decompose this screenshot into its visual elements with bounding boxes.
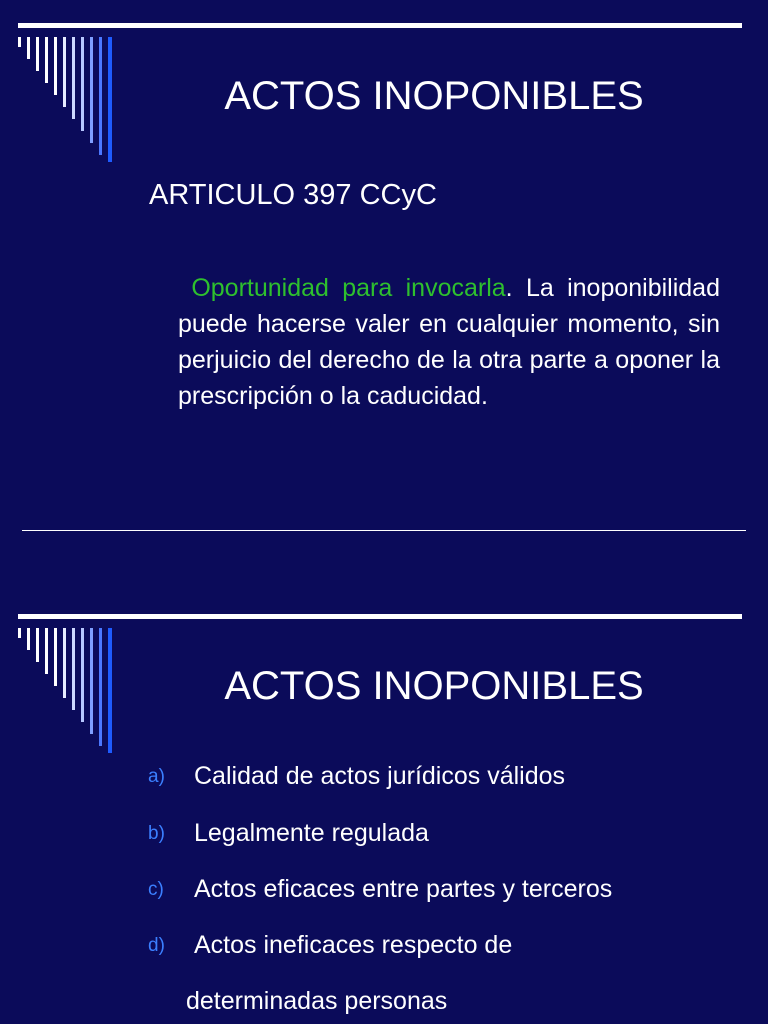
list-marker: d) [148,935,165,956]
list-item-text: Actos ineficaces respecto de [194,931,513,959]
slide-2 [0,590,768,1024]
list-marker: b) [148,823,165,844]
list-marker: a) [148,766,165,787]
article-lead-punct: . [505,274,513,302]
list-item [0,817,768,857]
list-item-text: Legalmente regulada [194,819,429,847]
article-reference: ARTICULO 397 CCyC [149,179,437,211]
list-item-text: Calidad de actos jurídicos válidos [194,762,566,790]
slide-title: ACTOS INOPONIBLES [224,74,644,118]
top-rule [18,23,742,28]
list-item-continuation: determinadas personas [186,987,448,1015]
list-item [0,873,768,913]
list-item-text: Actos eficaces entre partes y terceros [194,875,613,903]
article-lead-highlight: Oportunidad para invocarla [191,274,506,302]
slide-divider [22,530,746,531]
article-text [178,270,720,414]
top-rule [18,614,742,619]
list-item [0,760,768,800]
slide-title: ACTOS INOPONIBLES [224,664,644,708]
article-body: La inoponibilidad puede hacerse valer en cualquier momento, sin perjuicio del derecho de la otra parte a oponer la prescripción o la caducidad. [178,274,720,410]
list-item [0,929,768,969]
list-marker: c) [148,879,164,900]
